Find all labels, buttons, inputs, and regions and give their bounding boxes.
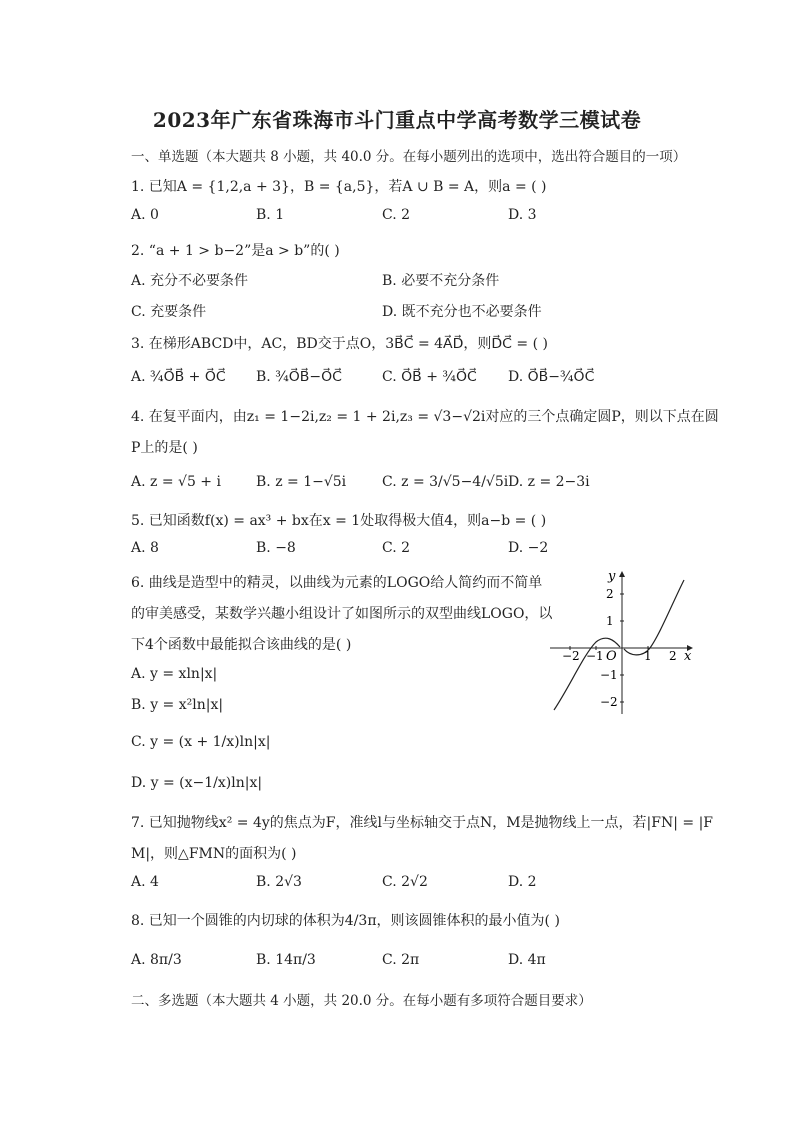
q4-option-d: D. z = 2−3i (508, 474, 590, 490)
question-4-stem-line-1: 4. 在复平面内，由z₁ = 1−2i,z₂ = 1 + 2i,z₃ = √3−√2i对应的三个点确定圆P，则以下点在圆 (131, 409, 719, 425)
q4-option-b: B. z = 1−√5i (256, 474, 347, 490)
question-4-stem-line-2: P上的是( ) (131, 440, 198, 456)
q8-option-c: C. 2π (382, 952, 420, 968)
function-graph-figure (548, 568, 696, 716)
q2-option-d: D. 既不充分也不必要条件 (382, 304, 542, 320)
curve-right-branch (624, 580, 684, 655)
q1-option-a: A. 0 (131, 207, 159, 223)
q3-option-c: C. O⃗B⃗ + ¾O⃗C⃗ (382, 369, 477, 385)
x-tick-label: 2 (669, 649, 677, 663)
section-heading-multiple-choice: 二、多选题（本大题共 4 小题，共 20.0 分。在每小题有多项符合题目要求） (131, 993, 592, 1009)
q4-option-c: C. z = 3/√5−4/√5i (382, 474, 509, 490)
page-title: 2023年广东省珠海市斗门重点中学高考数学三模试卷 (152, 108, 642, 132)
x-tick-label: −2 (562, 649, 580, 663)
question-6-stem-line-1: 6. 曲线是造型中的精灵，以曲线为元素的LOGO给人简约而不简单 (131, 575, 543, 591)
y-tick-label: 1 (606, 614, 614, 628)
q8-option-a: A. 8π/3 (131, 952, 182, 968)
q2-option-b: B. 必要不充分条件 (382, 273, 500, 289)
q7-option-a: A. 4 (131, 874, 159, 890)
q7-option-d: D. 2 (508, 874, 537, 890)
q3-option-a: A. ¾O⃗B⃗ + O⃗C⃗ (131, 369, 226, 385)
q5-option-a: A. 8 (131, 540, 159, 556)
q1-option-b: B. 1 (256, 207, 285, 223)
q7-option-b: B. 2√3 (256, 874, 302, 890)
x-tick-label: −1 (586, 649, 604, 663)
q5-option-c: C. 2 (382, 540, 411, 556)
q6-option-c: C. y = (x + 1/x)ln|x| (131, 734, 271, 750)
question-5-stem: 5. 已知函数f(x) = ax³ + bx在x = 1处取得极大值4，则a−b = ( ) (131, 513, 547, 529)
q2-option-a: A. 充分不必要条件 (131, 273, 249, 289)
q4-option-a: A. z = √5 + i (131, 474, 221, 490)
question-6-stem-line-2: 的审美感受，某数学兴趣小组设计了如图所示的双型曲线LOGO，以 (131, 606, 553, 622)
q5-option-d: D. −2 (508, 540, 549, 556)
q3-option-b: B. ¾O⃗B⃗−O⃗C⃗ (256, 369, 342, 385)
question-1-stem: 1. 已知A = {1,2,a + 3}，B = {a,5}，若A ∪ B = A，则a = ( ) (131, 179, 547, 195)
q6-option-a: A. y = xln|x| (131, 666, 218, 682)
q3-option-d: D. O⃗B⃗−¾O⃗C⃗ (508, 369, 595, 385)
question-8-stem: 8. 已知一个圆锥的内切球的体积为4/3π，则该圆锥体积的最小值为( ) (131, 913, 560, 929)
axis-label-y: y (608, 569, 616, 584)
q2-option-c: C. 充要条件 (131, 304, 207, 320)
q1-option-d: D. 3 (508, 207, 537, 223)
q1-option-c: C. 2 (382, 207, 411, 223)
q6-option-d: D. y = (x−1/x)ln|x| (131, 775, 263, 791)
y-tick-label: −2 (600, 695, 618, 709)
question-3-stem: 3. 在梯形ABCD中，AC，BD交于点O，3B⃗C⃗ = 4A⃗D⃗，则D⃗C⃗ = ( ) (131, 336, 548, 352)
q6-option-b: B. y = x²ln|x| (131, 697, 224, 713)
y-tick-label: −1 (600, 668, 618, 682)
x-tick-label: 1 (644, 649, 652, 663)
q8-option-d: D. 4π (508, 952, 546, 968)
axis-label-x: x (684, 649, 692, 664)
q7-option-c: C. 2√2 (382, 874, 428, 890)
question-7-stem-line-1: 7. 已知抛物线x² = 4y的焦点为F，准线l与坐标轴交于点N，M是抛物线上一点，若|FN| = |F (131, 815, 713, 831)
question-6-stem-line-3: 下4个函数中最能拟合该曲线的是( ) (131, 637, 352, 653)
q5-option-b: B. −8 (256, 540, 296, 556)
section-heading-single-choice: 一、单选题（本大题共 8 小题，共 40.0 分。在每小题列出的选项中，选出符合题目的一项） (131, 149, 687, 165)
origin-label: O (606, 649, 617, 664)
q8-option-b: B. 14π/3 (256, 952, 316, 968)
question-7-stem-line-2: M|，则△FMN的面积为( ) (131, 846, 297, 862)
y-tick-label: 2 (606, 587, 614, 601)
question-2-stem: 2. “a + 1 > b−2”是a > b”的( ) (131, 243, 340, 259)
